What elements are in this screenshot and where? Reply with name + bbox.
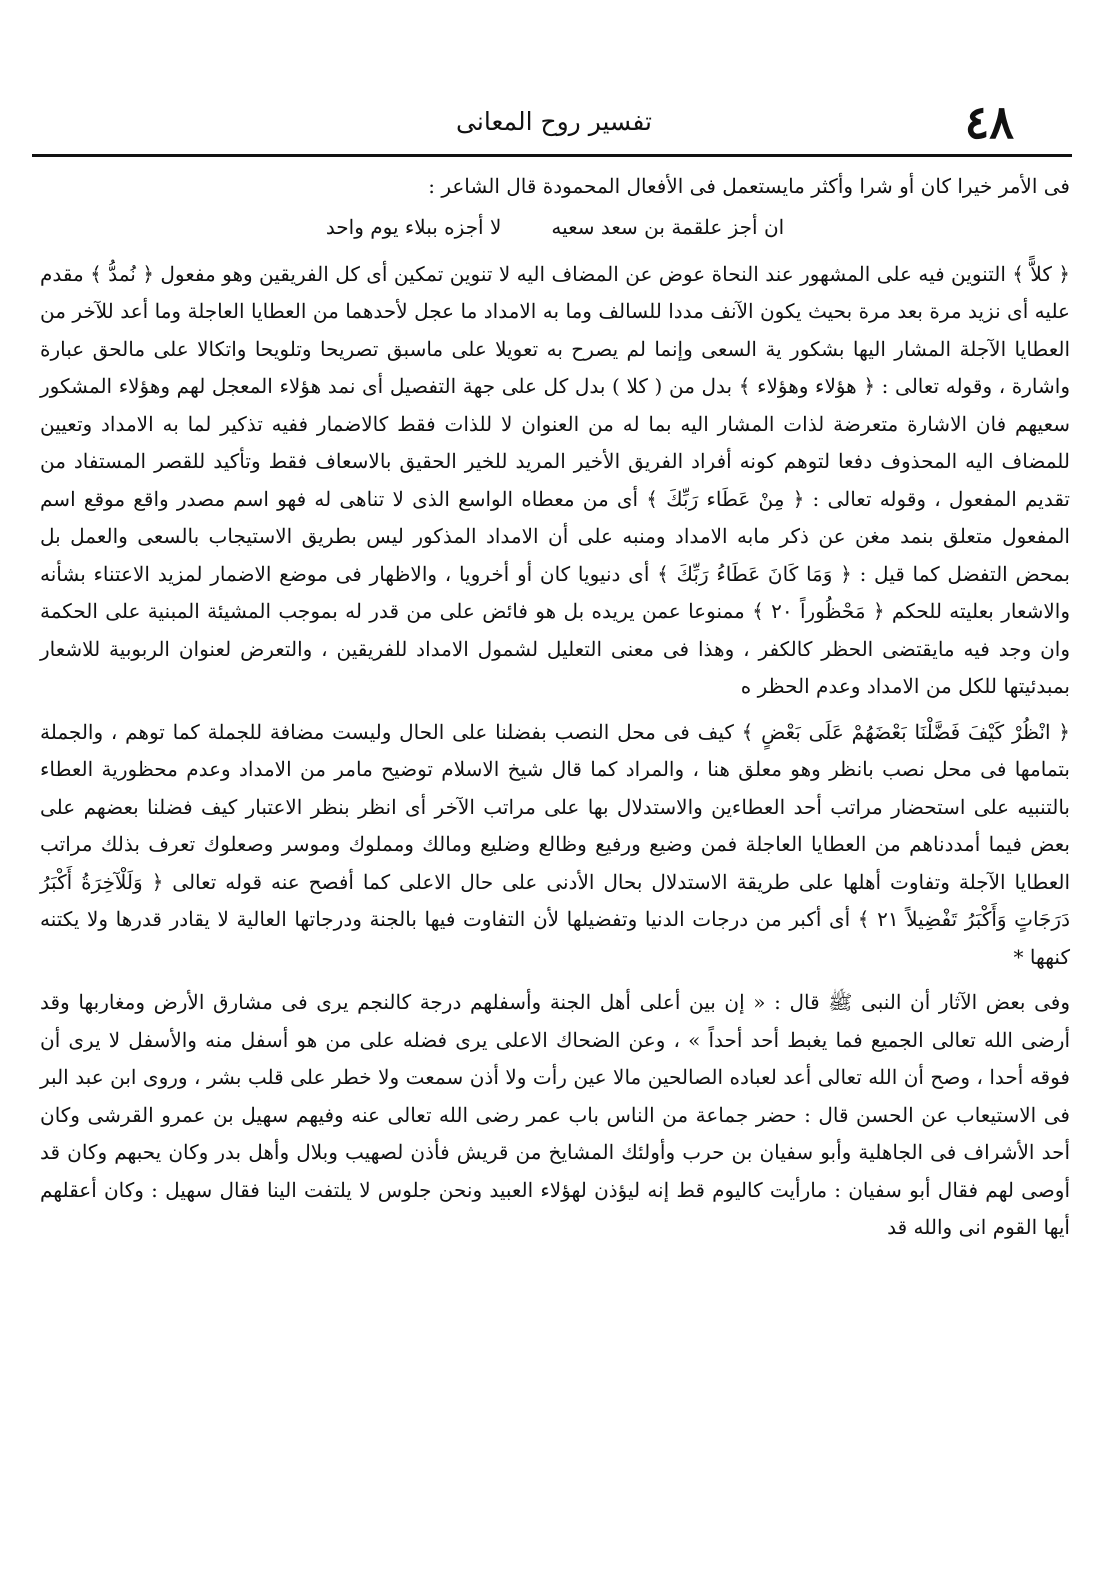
paragraph-kullan: ﴿ كلاًّ ﴾ التنوين فيه على المشهور عند النحاة عوض عن المضاف اليه لا تنوين تمكين أى كل الفريقين وهو مفعول ﴿ نُمدُّ ﴾ مقدم عليه أى نزيد مرة بعد مرة بحيث يكون الآنف مددا للسالف وما به الامداد ما عجل لأحدهما من العطايا العاجلة وما أعد للآخر من العطايا الآجلة المشار اليها بشكور ية السعى وإنما لم يصرح به تعويلا على ماسبق تصريحا وتلويحا واتكالا على مالحق عبارة واشارة ، وقوله تعالى : ﴿ هؤلاء وهؤلاء ﴾ بدل من ( كلا ) بدل كل على جهة التفصيل أى نمد هؤلاء المعجل لهم وهؤلاء المشكور سعيهم فان الاشارة متعرضة لذات المشار اليه بما له من العنوان لا للذات فقط كالاضمار ففيه تذكير لما به الامداد وتعيين للمضاف اليه المحذوف دفعا لتوهم كونه أفراد الفريق الأخير المريد للخير الحقيق بالاسعاف فقط وتأكيد للقصر المستفاد من تقديم المفعول ، وقوله تعالى : ﴿ مِنْ عَطَاء رَبِّكَ ﴾ أى من معطاه الواسع الذى لا تناهى له فهو اسم مصدر واقع موقع اسم المفعول متعلق بنمد مغن عن ذكر مابه الامداد ومنبه على أن الامداد المذكور ليس بطريق الاستيجاب بالسعى والعمل بل بمحض التفضل كما قيل : ﴿ وَمَا كَانَ عَطَاءُ رَبِّكَ ﴾ أى دنيويا كان أو أخرويا ، والاظهار فى موضع الاضمار لمزيد الاعتناء بشأنه والاشعار بعليته للحكم ﴿ مَحْظُوراً ٢٠ ﴾ ممنوعا عمن يريده بل هو فائض على من قدر له بموجب المشيئة المبنية على الحكمة وان وجد فيه مايقتضى الحظر كالكفر ، وهذا فى معنى التعليل لشمول الامداد للفريقين ، والتعرض لعنوان الربوبية للاشعار بمبدئيتها للكل من الامداد وعدم الحظر ه	[40, 261, 1070, 698]
header-rule	[32, 154, 1072, 157]
page-number: ٤٨	[964, 95, 1014, 149]
verse-hemistich-left: لا أجزه ببلاء يوم واحد	[325, 214, 502, 239]
verse-hemistich-right: ان أجز علقمة بن سعد سعيه	[551, 214, 785, 239]
text-line-intro: فى الأمر خيرا كان أو شرا وأكثر مايستعمل فى الأفعال المحمودة قال الشاعر :	[428, 174, 1070, 198]
page-body	[40, 168, 1070, 1247]
page-header	[32, 92, 1076, 152]
paragraph-unzur: ﴿ انْظُرْ كَيْفَ فَضَّلْنَا بَعْضَهُمْ عَلَى بَعْضٍ ﴾ كيف فى محل النصب بفضلنا على الحال وليست مضافة للجملة كما توهم ، والجملة بتمامها فى محل نصب بانظر وهو معلق هنا ، والمراد كما قال شيخ الاسلام توضيح مامر من الامداد وعدم محظورية العطاء بالتنبيه على استحضار مراتب أحد العطاءين والاستدلال بها على مراتب الآخر أى انظر بنظر الاعتبار كيف فضلنا بعضهم على بعض فيما أمددناهم من العطايا العاجلة فمن وضيع ورفيع وظالع وضليع ومالك ومملوك وموسر وصعلوك تعرف بذلك مراتب العطايا الآجلة وتفاوت أهلها على طريقة الاستدلال بحال الأدنى على حال الاعلى كما أفصح عنه قوله تعالى ﴿ وَلَلْآخِرَةُ أَكْبَرُ دَرَجَاتٍ وَأَكْبَرُ تَفْضِيلاً ٢١ ﴾ أى أكبر من درجات الدنيا وتفضيلها لأن التفاوت فيها بالجنة ودرجاتها العالية لا يقادر قدرها ولا يكتنه كنهها *	[40, 719, 1071, 969]
poetry-verse	[40, 206, 1070, 248]
paragraph-athar: وفى بعض الآثار أن النبى ﷺ قال : « إن بين أعلى أهل الجنة وأسفلهم درجة كالنجم يرى فى مشارق الأرض ومغاربها وقد أرضى الله تعالى الجميع فما يغبط أحد أحداً » ، وعن الضحاك الاعلى يرى فضله على من هو أسفل منه والأسفل لا يرى أن فوقه أحدا ، وصح أن الله تعالى أعد لعباده الصالحين مالا عين رأت ولا أذن سمعت ولا خطر على قلب بشر ، وروى ابن عبد البر فى الاستيعاب عن الحسن قال : حضر جماعة من الناس باب عمر رضى الله تعالى عنه وفيهم سهيل بن عمرو القرشى وكان أحد الأشراف فى الجاهلية وأبو سفيان بن حرب وأولئك المشايخ من قريش فأذن لصهيب وبلال وأهل بدر وكان يحبهم وكان قد أوصى لهم فقال أبو سفيان : مارأيت كاليوم قط إنه ليؤذن لهؤلاء العبيد ونحن جلوس لا يلتفت الينا فقال سهيل : وكان أعقلهم أيها القوم انى والله قد	[40, 990, 1070, 1239]
running-title: تفسير روح المعانى	[456, 107, 652, 136]
